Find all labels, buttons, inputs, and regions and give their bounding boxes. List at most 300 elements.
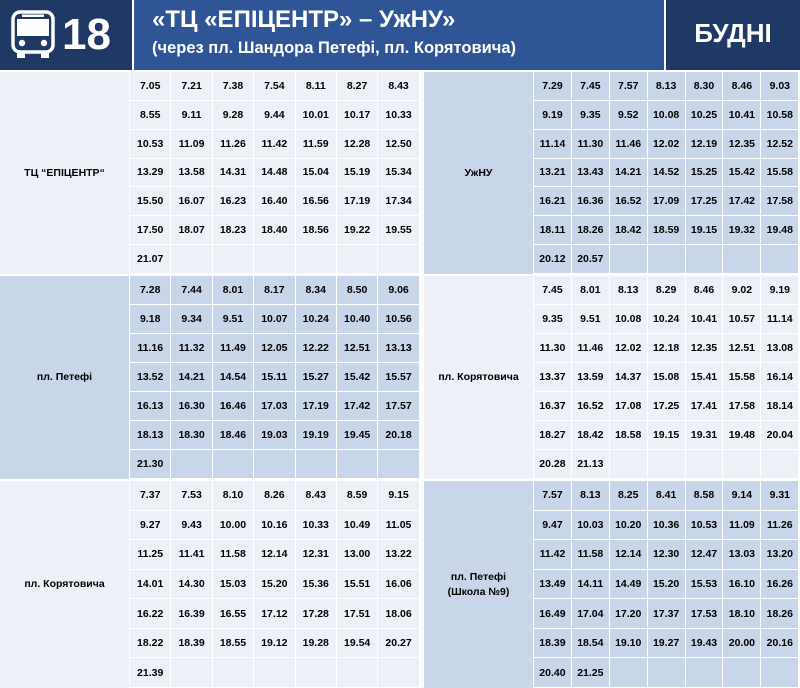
departure-time: 15.42 <box>337 363 378 392</box>
departure-time: 15.03 <box>213 570 254 600</box>
departure-time: 18.26 <box>572 216 610 245</box>
departure-time: 14.54 <box>213 363 254 392</box>
departure-time: 17.58 <box>723 392 761 421</box>
departure-time: 10.16 <box>254 511 295 541</box>
departure-time: 8.30 <box>686 72 724 101</box>
stop-name: пл. Петефі <box>0 276 129 479</box>
departure-time: 17.20 <box>610 599 648 629</box>
departure-time: 8.01 <box>572 276 610 305</box>
departure-time: 9.34 <box>171 305 212 334</box>
departure-time: 17.42 <box>337 392 378 421</box>
departure-time: 14.48 <box>254 159 295 188</box>
departure-time: 9.11 <box>171 101 212 130</box>
departure-time: 11.14 <box>761 305 799 334</box>
departure-time: 20.04 <box>761 421 799 450</box>
departure-time: 10.33 <box>296 511 337 541</box>
departure-time: 10.36 <box>648 511 686 541</box>
departure-time: 9.27 <box>130 511 171 541</box>
empty-cell <box>337 245 378 274</box>
departure-time: 10.57 <box>723 305 761 334</box>
departure-time: 18.23 <box>213 216 254 245</box>
departure-time: 18.26 <box>761 599 799 629</box>
empty-cell <box>723 450 761 479</box>
departure-time: 7.29 <box>534 72 572 101</box>
departure-time: 14.52 <box>648 159 686 188</box>
departure-time: 20.12 <box>534 245 572 274</box>
departure-time: 10.08 <box>610 305 648 334</box>
departure-time: 19.27 <box>648 629 686 659</box>
departure-time: 13.37 <box>534 363 572 392</box>
departure-time: 15.36 <box>296 570 337 600</box>
departure-time: 16.22 <box>130 599 171 629</box>
departure-time: 7.28 <box>130 276 171 305</box>
departure-time: 10.33 <box>378 101 419 130</box>
departure-time: 12.30 <box>648 540 686 570</box>
departure-time: 17.25 <box>686 187 724 216</box>
departure-time: 11.26 <box>213 130 254 159</box>
departure-times <box>130 481 420 688</box>
departure-time: 11.42 <box>534 540 572 570</box>
departure-time: 8.17 <box>254 276 295 305</box>
departure-time: 18.59 <box>648 216 686 245</box>
departure-time: 12.18 <box>648 334 686 363</box>
stop-name: пл. Корятовича <box>0 481 129 688</box>
departure-time: 15.20 <box>648 570 686 600</box>
departure-time: 14.21 <box>610 159 648 188</box>
departure-time: 21.13 <box>572 450 610 479</box>
empty-cell <box>761 245 799 274</box>
departure-time: 7.54 <box>254 72 295 101</box>
departure-time: 11.09 <box>171 130 212 159</box>
departure-time: 11.58 <box>572 540 610 570</box>
departure-time: 12.52 <box>761 130 799 159</box>
departure-time: 9.15 <box>378 481 419 511</box>
departure-time: 17.41 <box>686 392 724 421</box>
route-badge <box>0 0 132 70</box>
departure-times <box>130 72 420 274</box>
departure-time: 17.19 <box>337 187 378 216</box>
departure-time: 17.51 <box>337 599 378 629</box>
departure-time: 16.46 <box>213 392 254 421</box>
departure-time: 8.43 <box>296 481 337 511</box>
departure-time: 8.29 <box>648 276 686 305</box>
departure-time: 18.39 <box>534 629 572 659</box>
departure-time: 8.55 <box>130 101 171 130</box>
departure-time: 19.48 <box>761 216 799 245</box>
departure-time: 15.11 <box>254 363 295 392</box>
departure-time: 12.51 <box>723 334 761 363</box>
departure-time: 18.56 <box>296 216 337 245</box>
departure-time: 7.57 <box>534 481 572 511</box>
departure-time: 8.43 <box>378 72 419 101</box>
departure-time: 16.55 <box>213 599 254 629</box>
empty-cell <box>723 245 761 274</box>
departure-time: 12.35 <box>723 130 761 159</box>
departure-time: 10.49 <box>337 511 378 541</box>
departure-time: 10.53 <box>130 130 171 159</box>
departure-time: 16.56 <box>296 187 337 216</box>
departure-time: 11.30 <box>572 130 610 159</box>
departure-time: 18.58 <box>610 421 648 450</box>
departure-time: 12.22 <box>296 334 337 363</box>
empty-cell <box>686 658 724 688</box>
departure-time: 11.26 <box>761 511 799 541</box>
departure-time: 14.31 <box>213 159 254 188</box>
departure-time: 20.27 <box>378 629 419 659</box>
departure-time: 17.34 <box>378 187 419 216</box>
departure-time: 16.07 <box>171 187 212 216</box>
departure-time: 18.13 <box>130 421 171 450</box>
departure-time: 12.50 <box>378 130 419 159</box>
departure-time: 12.02 <box>648 130 686 159</box>
empty-cell <box>648 450 686 479</box>
departure-time: 19.54 <box>337 629 378 659</box>
departure-time: 9.43 <box>171 511 212 541</box>
departure-time: 10.17 <box>337 101 378 130</box>
empty-cell <box>171 450 212 479</box>
departure-time: 11.14 <box>534 130 572 159</box>
empty-cell <box>686 245 724 274</box>
departure-time: 7.45 <box>534 276 572 305</box>
departure-time: 10.24 <box>296 305 337 334</box>
departure-time: 21.07 <box>130 245 171 274</box>
departure-times <box>534 481 799 688</box>
departure-time: 11.05 <box>378 511 419 541</box>
empty-cell <box>171 658 212 688</box>
departure-time: 20.40 <box>534 658 572 688</box>
departure-time: 10.03 <box>572 511 610 541</box>
departure-time: 19.15 <box>686 216 724 245</box>
departure-time: 18.06 <box>378 599 419 629</box>
departure-time: 17.19 <box>296 392 337 421</box>
departure-time: 8.59 <box>337 481 378 511</box>
departure-time: 8.50 <box>337 276 378 305</box>
departure-time: 19.28 <box>296 629 337 659</box>
departure-time: 12.05 <box>254 334 295 363</box>
departure-time: 13.52 <box>130 363 171 392</box>
departure-time: 16.39 <box>171 599 212 629</box>
empty-cell <box>213 450 254 479</box>
departure-time: 13.00 <box>337 540 378 570</box>
departure-time: 8.13 <box>610 276 648 305</box>
departure-time: 12.47 <box>686 540 724 570</box>
departure-time: 14.11 <box>572 570 610 600</box>
stop-name: УжНУ <box>424 72 533 274</box>
departure-time: 11.30 <box>534 334 572 363</box>
departure-time: 15.58 <box>761 159 799 188</box>
empty-cell <box>610 245 648 274</box>
departure-time: 14.37 <box>610 363 648 392</box>
days-label: БУДНІ <box>694 18 772 48</box>
empty-cell <box>610 658 648 688</box>
departure-time: 8.46 <box>723 72 761 101</box>
departure-time: 10.08 <box>648 101 686 130</box>
departure-time: 18.14 <box>761 392 799 421</box>
departure-time: 16.23 <box>213 187 254 216</box>
departure-time: 15.57 <box>378 363 419 392</box>
departure-time: 9.02 <box>723 276 761 305</box>
departure-time: 8.13 <box>572 481 610 511</box>
departure-time: 19.22 <box>337 216 378 245</box>
departure-time: 15.42 <box>723 159 761 188</box>
departure-time: 16.36 <box>572 187 610 216</box>
departure-time: 10.25 <box>686 101 724 130</box>
departure-time: 15.34 <box>378 159 419 188</box>
departure-time: 11.25 <box>130 540 171 570</box>
bus-icon <box>10 10 56 60</box>
departure-time: 7.53 <box>171 481 212 511</box>
departure-time: 18.40 <box>254 216 295 245</box>
departure-time: 17.37 <box>648 599 686 629</box>
departure-time: 15.19 <box>337 159 378 188</box>
departure-time: 10.01 <box>296 101 337 130</box>
departure-time: 16.49 <box>534 599 572 629</box>
departure-time: 18.30 <box>171 421 212 450</box>
departure-time: 9.18 <box>130 305 171 334</box>
departure-time: 8.58 <box>686 481 724 511</box>
departure-time: 16.52 <box>610 187 648 216</box>
departure-time: 9.03 <box>761 72 799 101</box>
departure-time: 13.22 <box>378 540 419 570</box>
stop-block-right-2 <box>424 274 799 479</box>
empty-cell <box>648 658 686 688</box>
departure-time: 15.41 <box>686 363 724 392</box>
departure-time: 9.31 <box>761 481 799 511</box>
departure-time: 13.43 <box>572 159 610 188</box>
departure-time: 19.31 <box>686 421 724 450</box>
empty-cell <box>296 450 337 479</box>
departure-time: 9.51 <box>213 305 254 334</box>
departure-times <box>534 72 799 274</box>
days-panel <box>666 0 800 70</box>
departure-time: 10.07 <box>254 305 295 334</box>
departure-time: 21.30 <box>130 450 171 479</box>
departure-time: 10.20 <box>610 511 648 541</box>
departure-time: 7.05 <box>130 72 171 101</box>
departure-time: 8.27 <box>337 72 378 101</box>
departure-time: 14.01 <box>130 570 171 600</box>
departure-time: 17.04 <box>572 599 610 629</box>
departure-time: 11.09 <box>723 511 761 541</box>
departure-time: 10.41 <box>686 305 724 334</box>
departure-time: 16.13 <box>130 392 171 421</box>
route-number: 18 <box>62 10 111 59</box>
departure-time: 19.15 <box>648 421 686 450</box>
empty-cell <box>378 658 419 688</box>
departure-time: 15.51 <box>337 570 378 600</box>
departure-time: 18.42 <box>610 216 648 245</box>
departure-time: 16.26 <box>761 570 799 600</box>
departure-time: 11.42 <box>254 130 295 159</box>
departure-time: 10.58 <box>761 101 799 130</box>
route-subtitle: (через пл. Шандора Петефі, пл. Корятовича) <box>152 39 517 57</box>
departure-time: 19.32 <box>723 216 761 245</box>
departure-time: 16.06 <box>378 570 419 600</box>
departure-time: 19.48 <box>723 421 761 450</box>
departure-time: 19.12 <box>254 629 295 659</box>
departure-time: 16.40 <box>254 187 295 216</box>
departure-time: 17.12 <box>254 599 295 629</box>
departure-time: 16.37 <box>534 392 572 421</box>
departure-time: 18.39 <box>171 629 212 659</box>
departure-time: 14.49 <box>610 570 648 600</box>
empty-cell <box>296 658 337 688</box>
departure-time: 15.27 <box>296 363 337 392</box>
departure-time: 8.13 <box>648 72 686 101</box>
departure-time: 15.25 <box>686 159 724 188</box>
departure-time: 7.21 <box>171 72 212 101</box>
departure-time: 20.57 <box>572 245 610 274</box>
departure-time: 21.25 <box>572 658 610 688</box>
empty-cell <box>254 245 295 274</box>
departure-time: 12.14 <box>610 540 648 570</box>
departure-time: 17.09 <box>648 187 686 216</box>
stop-block-right-1 <box>424 70 799 274</box>
departure-time: 18.54 <box>572 629 610 659</box>
empty-cell <box>337 450 378 479</box>
departure-time: 11.58 <box>213 540 254 570</box>
empty-cell <box>171 245 212 274</box>
empty-cell <box>213 658 254 688</box>
empty-cell <box>337 658 378 688</box>
departure-time: 11.59 <box>296 130 337 159</box>
departure-time: 13.21 <box>534 159 572 188</box>
departure-time: 13.59 <box>572 363 610 392</box>
departure-time: 13.49 <box>534 570 572 600</box>
departure-time: 7.57 <box>610 72 648 101</box>
departure-time: 13.29 <box>130 159 171 188</box>
departure-time: 9.52 <box>610 101 648 130</box>
header <box>0 0 800 70</box>
departure-time: 19.55 <box>378 216 419 245</box>
departure-time: 12.19 <box>686 130 724 159</box>
departure-time: 11.49 <box>213 334 254 363</box>
departure-time: 7.37 <box>130 481 171 511</box>
empty-cell <box>378 450 419 479</box>
departure-time: 8.25 <box>610 481 648 511</box>
departure-time: 15.08 <box>648 363 686 392</box>
departure-time: 13.58 <box>171 159 212 188</box>
stop-block-left-2 <box>0 274 420 479</box>
departure-time: 18.27 <box>534 421 572 450</box>
departure-time: 11.46 <box>572 334 610 363</box>
departure-time: 8.46 <box>686 276 724 305</box>
departure-time: 17.57 <box>378 392 419 421</box>
departure-time: 11.41 <box>171 540 212 570</box>
departure-time: 15.20 <box>254 570 295 600</box>
departure-time: 12.02 <box>610 334 648 363</box>
empty-cell <box>254 658 295 688</box>
departure-time: 20.00 <box>723 629 761 659</box>
departure-time: 15.58 <box>723 363 761 392</box>
departure-time: 17.42 <box>723 187 761 216</box>
departure-time: 17.50 <box>130 216 171 245</box>
departure-time: 8.26 <box>254 481 295 511</box>
departure-time: 7.44 <box>171 276 212 305</box>
departure-time: 11.32 <box>171 334 212 363</box>
stop-block-right-3 <box>424 479 799 688</box>
departure-time: 11.46 <box>610 130 648 159</box>
departure-time: 10.40 <box>337 305 378 334</box>
departure-time: 16.21 <box>534 187 572 216</box>
departure-time: 18.46 <box>213 421 254 450</box>
departure-time: 13.08 <box>761 334 799 363</box>
departure-time: 15.50 <box>130 187 171 216</box>
departure-time: 14.30 <box>171 570 212 600</box>
departure-time: 9.35 <box>572 101 610 130</box>
departure-time: 10.41 <box>723 101 761 130</box>
departure-time: 17.53 <box>686 599 724 629</box>
departure-time: 16.14 <box>761 363 799 392</box>
departure-time: 9.35 <box>534 305 572 334</box>
departure-time: 16.52 <box>572 392 610 421</box>
departure-time: 16.30 <box>171 392 212 421</box>
empty-cell <box>723 658 761 688</box>
departure-time: 18.07 <box>171 216 212 245</box>
departure-time: 17.28 <box>296 599 337 629</box>
departure-time: 17.58 <box>761 187 799 216</box>
departure-time: 7.38 <box>213 72 254 101</box>
departure-time: 10.53 <box>686 511 724 541</box>
departure-time: 14.21 <box>171 363 212 392</box>
empty-cell <box>761 658 799 688</box>
departure-times <box>534 276 799 479</box>
departure-time: 18.22 <box>130 629 171 659</box>
stop-name: пл. Корятовича <box>424 276 533 479</box>
departure-time: 15.04 <box>296 159 337 188</box>
departure-time: 9.47 <box>534 511 572 541</box>
departure-time: 16.10 <box>723 570 761 600</box>
departure-time: 13.20 <box>761 540 799 570</box>
departure-time: 12.14 <box>254 540 295 570</box>
departure-time: 21.39 <box>130 658 171 688</box>
departure-time: 12.35 <box>686 334 724 363</box>
stop-name: пл. Петефі (Школа №9) <box>424 481 533 688</box>
departure-time: 19.03 <box>254 421 295 450</box>
route-title: «ТЦ «ЕПІЦЕНТР» – УжНУ» <box>152 6 456 33</box>
empty-cell <box>610 450 648 479</box>
departure-time: 8.10 <box>213 481 254 511</box>
departure-time: 9.44 <box>254 101 295 130</box>
departure-time: 10.56 <box>378 305 419 334</box>
departure-time: 19.43 <box>686 629 724 659</box>
departure-time: 13.13 <box>378 334 419 363</box>
title-panel <box>134 0 664 70</box>
departure-time: 9.28 <box>213 101 254 130</box>
departure-times <box>130 276 420 479</box>
departure-time: 8.34 <box>296 276 337 305</box>
departure-time: 9.19 <box>761 276 799 305</box>
departure-time: 18.55 <box>213 629 254 659</box>
departure-time: 17.25 <box>648 392 686 421</box>
departure-time: 17.03 <box>254 392 295 421</box>
departure-time: 9.19 <box>534 101 572 130</box>
departure-time: 9.51 <box>572 305 610 334</box>
departure-time: 19.10 <box>610 629 648 659</box>
departure-time: 20.28 <box>534 450 572 479</box>
empty-cell <box>254 450 295 479</box>
departure-time: 19.45 <box>337 421 378 450</box>
departure-time: 9.14 <box>723 481 761 511</box>
departure-time: 10.00 <box>213 511 254 541</box>
departure-time: 11.16 <box>130 334 171 363</box>
departure-time: 8.11 <box>296 72 337 101</box>
departure-time: 15.53 <box>686 570 724 600</box>
departure-time: 20.18 <box>378 421 419 450</box>
empty-cell <box>296 245 337 274</box>
departure-time: 18.11 <box>534 216 572 245</box>
departure-time: 12.28 <box>337 130 378 159</box>
